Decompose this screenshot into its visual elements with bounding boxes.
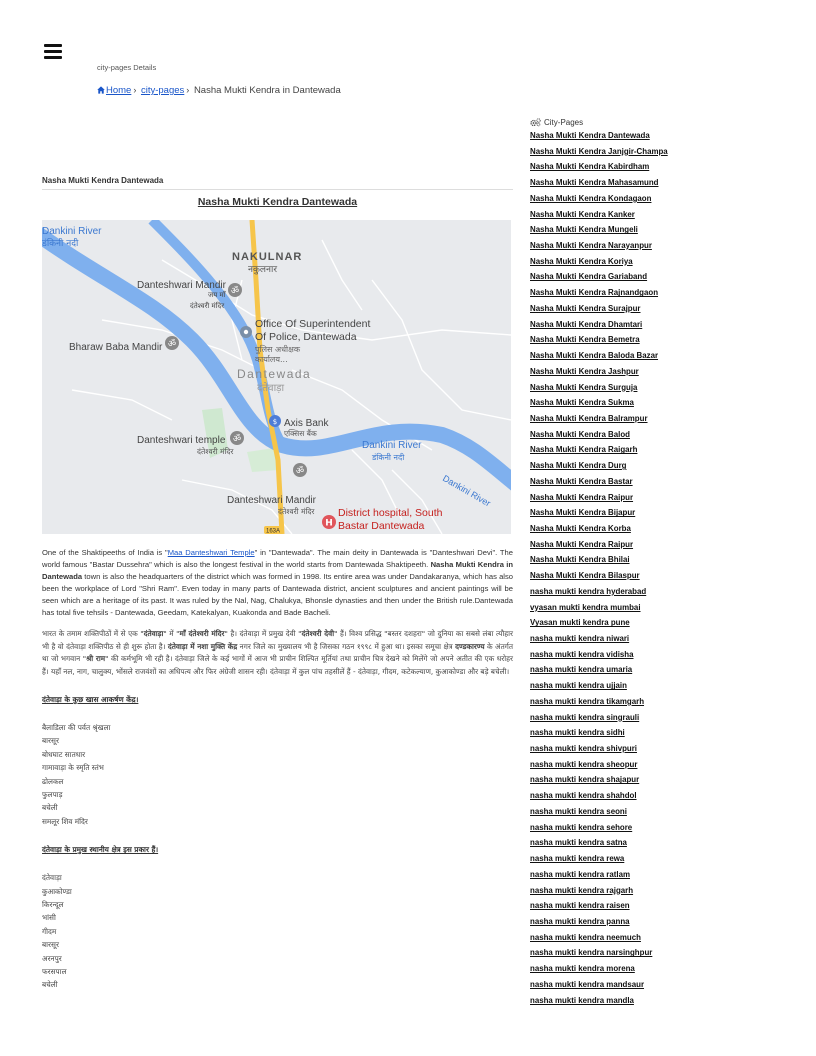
map-label: Axis Bank [284, 418, 329, 429]
police-pin-icon[interactable] [240, 326, 252, 338]
sidebar-link-item [530, 741, 730, 757]
list-item: बचेली [42, 980, 58, 990]
intro-paragraph-hindi: भारत के तमाम शक्तिपीठों में से एक "दंतेवाड़ा" में "माँ दंतेश्वरी मंदिर" है। दंतेवाड़ा में प्रमुख देवी "दंतेश्वरी देवी" हैं। विश्व प्रसिद्ध "बस्तर दशहरा" जो दुनिया का सबसे लंबा त्यौहार भी है वो दंतेवाड़ा शक्तिपीठ से ही शुरू होता है। दंतेवाड़ा में नशा मुक्ति केंद्र नगर जिले का मुख्यालय भी है जिसका गठन १९९८ में हुआ था। इसका समूचा क्षेत्र दण्डकारण्य के अंतर्गत था जो भगवान "श्री राम" की कर्मभूमि भी रही है। दंतेवाड़ा जिले के कई भागों में आज भी प्राचीन शिल्पित मूर्तियां तथा प्राचीन चित्र देखने को मिलेंगे जो अपने अतीत की एक धरोहर हैं। यहाँ नल, नाग, चालुक्य, भोंसले राजवंशों का अधिपत्य और फिर अंग्रेजी शासन रही। दंतेवाड़ा में कुल पांच तहसीलें हैं - दंतेवाड़ा, गीदम, कटेकल्याण, कुआकोण्डा और बड़े बचेली। [42, 629, 514, 676]
list-item: फुलपाड़ [42, 790, 63, 800]
list-item: गामावाड़ा के स्मृति स्तंभ [42, 763, 104, 773]
sidebar-link-item [530, 269, 730, 285]
sidebar-link-item [530, 380, 730, 396]
sidebar-city-link[interactable]: nasha mukti kendra morena [530, 964, 635, 974]
temple-pin-icon[interactable] [228, 283, 242, 297]
sidebar-link-item [530, 254, 730, 270]
breadcrumb-current: Nasha Mukti Kendra in Dantewada [193, 85, 341, 96]
map-label: डंकिनी नदी [42, 239, 79, 249]
sidebar-city-link[interactable]: Nasha Mukti Kendra Durg [530, 461, 627, 471]
sidebar-link-item [530, 568, 730, 584]
main-content [42, 176, 513, 992]
sidebar-link-item [530, 521, 730, 537]
bank-pin-icon[interactable] [269, 415, 281, 427]
sidebar-city-link[interactable]: Nasha Mukti Kendra Surajpur [530, 303, 641, 313]
list-item: अरनपुर [42, 953, 62, 963]
sidebar-city-link[interactable]: Nasha Mukti Kendra Baloda Bazar [530, 351, 659, 361]
sidebar-city-link[interactable]: Vyasan mukti kendra pune [530, 618, 630, 628]
sidebar-city-link[interactable]: nasha mukti kendra ratlam [530, 869, 630, 879]
sidebar-link-item [530, 631, 730, 647]
sidebar-link-item [530, 301, 730, 317]
sidebar-city-link[interactable]: nasha mukti kendra panna [530, 916, 630, 926]
sidebar-link-item [530, 364, 730, 380]
sidebar-link-item [530, 474, 730, 490]
sidebar-link-item [530, 788, 730, 804]
sidebar-city-link[interactable]: Nasha Mukti Kendra Bilaspur [530, 571, 640, 581]
sidebar-link-item [530, 662, 730, 678]
sidebar-city-link[interactable]: Nasha Mukti Kendra Raigarh [530, 445, 638, 455]
sidebar-city-link[interactable]: nasha mukti kendra ujjain [530, 681, 627, 691]
list-item: कुआकोण्डा [42, 886, 72, 896]
section-title: Nasha Mukti Kendra Dantewada [42, 176, 513, 190]
list-item: बैलाडिला की पर्वत श्रृंखला [42, 723, 111, 733]
sidebar-link-item [530, 490, 730, 506]
sidebar-city-link[interactable]: Nasha Mukti Kendra Bastar [530, 476, 633, 486]
map-label: Dantewada [237, 367, 312, 381]
svg-text:$: $ [272, 418, 278, 426]
map-label: Bastar Dantewada [338, 520, 425, 532]
hamburger-menu-icon[interactable] [44, 44, 62, 60]
sidebar-city-link[interactable]: Nasha Mukti Kendra Raipur [530, 539, 634, 549]
sidebar-city-link[interactable]: nasha mukti kendra mandsaur [530, 979, 645, 989]
intro-paragraph-english: One of the Shaktipeeths of India is "Maa Danteshwari Temple" in "Dantewada". The main deity in Dantewada is "Danteshwari Devi". The world famous "Bastar Dussehra" which is also the longest festival in the world starts from Dantewada Shaktipeeth. Nasha Mukti Kendra in Dantewada town is also the headquarters of the district which was formed in 1998. Its entire area was under Dandakaranya, which has also been the workplace of Lord "Shri Ram". Even today in many parts of Dantewada district, ancient sculptures and ancient paintings will be seen which are a heritage of its past. It was ruled by the Nal, Nag, Chalukya, Bhonsle dynasties and then under the British rule.Dantewada has total five tehsils - Dantewada, Geedam, Katekalyan, Kuakonda and Bade Bacheli. [42, 548, 514, 617]
breadcrumb-separator: › [133, 85, 137, 95]
sidebar-link-item [530, 945, 730, 961]
list-item: बोधघाट सातधार [42, 749, 86, 759]
sidebar-city-link[interactable]: Nasha Mukti Kendra Mungeli [530, 225, 638, 235]
sidebar-link-item [530, 552, 730, 568]
sidebar-link-item [530, 725, 730, 741]
sidebar-city-link[interactable]: nasha mukti kendra mandla [530, 995, 634, 1005]
sidebar-city-link[interactable]: nasha mukti kendra neemuch [530, 932, 641, 942]
list-item: दंतेवाड़ा [42, 873, 62, 883]
list-item: भांसी [42, 913, 56, 923]
sidebar-city-link[interactable]: Nasha Mukti Kendra Dhamtari [530, 319, 643, 329]
sidebar-city-link[interactable]: Nasha Mukti Kendra Koriya [530, 256, 633, 266]
sidebar-heading-label: City-Pages [544, 117, 584, 127]
list-item: बचेली [42, 803, 58, 813]
svg-text:ॐ: ॐ [295, 466, 305, 477]
sidebar-city-link[interactable]: Nasha Mukti Kendra Kabirdham [530, 162, 650, 172]
hospital-pin-icon[interactable] [322, 515, 336, 529]
map-label: नकुलनार [248, 265, 278, 275]
sidebar-heading [530, 116, 730, 128]
sidebar-link-item [530, 820, 730, 836]
map-label: जय माँ [208, 291, 226, 299]
sidebar-city-link[interactable]: Nasha Mukti Kendra Kondagaon [530, 193, 652, 203]
temple-pin-icon[interactable] [293, 463, 307, 477]
svg-text:H: H [325, 518, 333, 529]
breadcrumb-home[interactable] [97, 85, 131, 96]
map-label: Bharaw Baba Mandir [69, 342, 163, 353]
sidebar-link-item [530, 678, 730, 694]
sidebar-link-item [530, 584, 730, 600]
breadcrumb-separator: › [186, 85, 190, 95]
sidebar-city-link[interactable]: nasha mukti kendra raisen [530, 901, 630, 911]
attractions-heading: दंतेवाड़ा के कुछ खास आकर्षण केंद्र। [42, 695, 139, 705]
sidebar-city-link[interactable]: nasha mukti kendra rajgarh [530, 885, 634, 895]
map-svg [42, 220, 511, 534]
temple-pin-icon[interactable] [230, 431, 244, 445]
sidebar-link-item [530, 458, 730, 474]
sidebar-city-link[interactable]: vyasan mukti kendra mumbai [530, 602, 641, 612]
sidebar-link-item [530, 159, 730, 175]
list-item: बारसूर [42, 736, 59, 746]
sidebar-city-link[interactable]: Nasha Mukti Kendra Sukma [530, 398, 634, 408]
sidebar-link-item [530, 647, 730, 663]
sidebar-city-link[interactable]: nasha mukti kendra shivpuri [530, 744, 637, 754]
sidebar-link-item [530, 427, 730, 443]
sidebar-link-item [530, 175, 730, 191]
sidebar-link-item [530, 395, 730, 411]
sidebar-city-link[interactable]: nasha mukti kendra rewa [530, 854, 625, 864]
map-label: डंकिनी नदी [372, 453, 405, 462]
sidebar-city-link[interactable]: Nasha Mukti Kendra Kanker [530, 209, 635, 219]
sidebar-link-item [530, 600, 730, 616]
list-item: बारसूर [42, 940, 59, 950]
sidebar-link-item [530, 238, 730, 254]
svg-text:ॐ: ॐ [230, 286, 240, 297]
map-label: एक्सिस बैंक [284, 429, 317, 438]
sidebar-city-link[interactable]: Nasha Mukti Kendra Gariaband [530, 272, 648, 282]
sidebar-city-link[interactable]: Nasha Mukti Kendra Balrampur [530, 413, 648, 423]
sidebar-link-item [530, 898, 730, 914]
sidebar-link-item [530, 914, 730, 930]
sidebar-city-link[interactable]: nasha mukti kendra satna [530, 838, 627, 848]
maa-danteshwari-temple-link[interactable]: Maa Danteshwari Temple [167, 548, 255, 557]
map-label: दंतेवाड़ा [257, 383, 285, 394]
park-area [247, 448, 278, 472]
sidebar-city-link[interactable]: nasha mukti kendra hyderabad [530, 586, 647, 596]
map-label: Danteshwari temple [137, 435, 226, 446]
map-label: Danteshwari Mandir [227, 495, 316, 506]
sidebar-city-link[interactable]: Nasha Mukti Kendra Bijapur [530, 508, 636, 518]
sidebar-link-item [530, 442, 730, 458]
city-pages-sidebar [530, 116, 730, 1008]
sidebar-city-link[interactable]: nasha mukti kendra sheopur [530, 759, 638, 769]
map-label: Dankini River [362, 440, 422, 451]
map-label: District hospital, South [338, 507, 443, 519]
sidebar-link-item [530, 222, 730, 238]
sidebar-link-item [530, 191, 730, 207]
sidebar-city-link[interactable]: nasha mukti kendra tikamgarh [530, 696, 645, 706]
sidebar-link-item [530, 757, 730, 773]
sidebar-city-link[interactable]: nasha mukti kendra shajapur [530, 775, 640, 785]
list-item: समलूर शिव मंदिर [42, 816, 88, 826]
list-item: फरसपाल [42, 966, 67, 976]
road-number: 163A [265, 528, 281, 534]
areas-list [42, 871, 513, 992]
sidebar-link-item [530, 144, 730, 160]
sidebar-city-link[interactable]: Nasha Mukti Kendra Rajnandgaon [530, 288, 659, 298]
sidebar-city-link[interactable]: nasha mukti kendra seoni [530, 806, 627, 816]
list-item: किरन्दूल [42, 899, 64, 909]
sidebar-city-link[interactable]: Nasha Mukti Kendra Narayanpur [530, 241, 652, 251]
sidebar-link-item [530, 615, 730, 631]
sidebar-city-link[interactable]: nasha mukti kendra umaria [530, 665, 633, 675]
sidebar-city-link[interactable]: Nasha Mukti Kendra Balod [530, 429, 630, 439]
map-label: दंतेश्वरी मंदिर [190, 302, 225, 310]
sidebar-link-item [530, 348, 730, 364]
sidebar-link-item [530, 930, 730, 946]
sidebar-city-link[interactable]: Nasha Mukti Kendra Bhilai [530, 555, 630, 565]
sidebar-link-item [530, 285, 730, 301]
map-label: दंतेश्वरी मंदिर [278, 507, 315, 516]
sidebar-city-link[interactable]: nasha mukti kendra vidisha [530, 649, 634, 659]
sidebar-link-item [530, 317, 730, 333]
sidebar-link-item [530, 537, 730, 553]
sidebar-link-item [530, 694, 730, 710]
sidebar-city-link[interactable]: Nasha Mukti Kendra Janjgir-Champa [530, 146, 668, 156]
map-label: NAKULNAR [232, 251, 303, 263]
sidebar-link-item [530, 332, 730, 348]
sidebar-link-item [530, 977, 730, 993]
sidebar-link-item [530, 804, 730, 820]
sidebar-link-item [530, 851, 730, 867]
map-label: Dankini River [42, 226, 102, 237]
sidebar-link-item [530, 505, 730, 521]
list-item: गीदम [42, 926, 57, 936]
sidebar-city-link[interactable]: Nasha Mukti Kendra Mahasamund [530, 178, 659, 188]
sidebar-link-item [530, 772, 730, 788]
sidebar-city-link[interactable]: nasha mukti kendra narsinghpur [530, 948, 653, 958]
list-item: ढोलकल [42, 776, 64, 786]
sidebar-link-item [530, 411, 730, 427]
sidebar-city-link[interactable]: nasha mukti kendra sidhi [530, 728, 625, 738]
breadcrumb-category[interactable]: city-pages [140, 85, 185, 96]
sidebar-link-item [530, 835, 730, 851]
svg-text:ॐ: ॐ [232, 434, 242, 445]
svg-text:ॐ: ॐ [167, 339, 177, 350]
article-title: Nasha Mukti Kendra Dantewada [197, 196, 358, 208]
sidebar-city-link[interactable]: nasha mukti kendra singrauli [530, 712, 640, 722]
map-label: दंतेश्वरी मंदिर [197, 447, 234, 456]
map-label: Danteshwari Mandir [137, 280, 226, 291]
sidebar-link-item [530, 883, 730, 899]
attractions-list [42, 721, 513, 828]
sidebar-link-item [530, 128, 730, 144]
map-label: Of Police, Dantewada [255, 331, 357, 343]
sidebar-link-item [530, 867, 730, 883]
sidebar-city-link[interactable]: Nasha Mukti Kendra Jashpur [530, 366, 639, 376]
sidebar-link-list [530, 128, 730, 1008]
map-label: Dankini River [441, 473, 493, 509]
sidebar-city-link[interactable]: Nasha Mukti Kendra Surguja [530, 382, 638, 392]
sidebar-city-link[interactable]: nasha mukti kendra niwari [530, 634, 630, 643]
sidebar-city-link[interactable]: nasha mukti kendra shahdol [530, 791, 637, 801]
map-label: Office Of Superintendent [255, 318, 371, 330]
sidebar-city-link[interactable]: Nasha Mukti Kendra Korba [530, 523, 631, 533]
map-label: कार्यालय... [255, 355, 288, 364]
areas-heading: दंतेवाड़ा के प्रमुख स्थानीय क्षेत्र इस प्रकार हैं। [42, 845, 159, 855]
location-map[interactable] [42, 220, 511, 534]
sidebar-link-item [530, 710, 730, 726]
breadcrumb [97, 85, 341, 96]
map-label: पुलिस अधीक्षक [255, 345, 300, 354]
sidebar-city-link[interactable]: Nasha Mukti Kendra Dantewada [530, 131, 650, 140]
sidebar-link-item [530, 207, 730, 223]
breadcrumb-home-label: Home [106, 85, 132, 96]
sidebar-link-item [530, 961, 730, 977]
sidebar-city-link[interactable]: Nasha Mukti Kendra Bemetra [530, 335, 640, 345]
sidebar-city-link[interactable]: nasha mukti kendra sehore [530, 822, 633, 832]
home-icon [97, 86, 105, 94]
sidebar-city-link[interactable]: Nasha Mukti Kendra Raipur [530, 492, 634, 502]
page-subtitle: city-pages Details [97, 63, 157, 72]
temple-pin-icon[interactable] [165, 336, 179, 350]
gears-icon [530, 118, 541, 127]
sidebar-link-item [530, 993, 730, 1009]
